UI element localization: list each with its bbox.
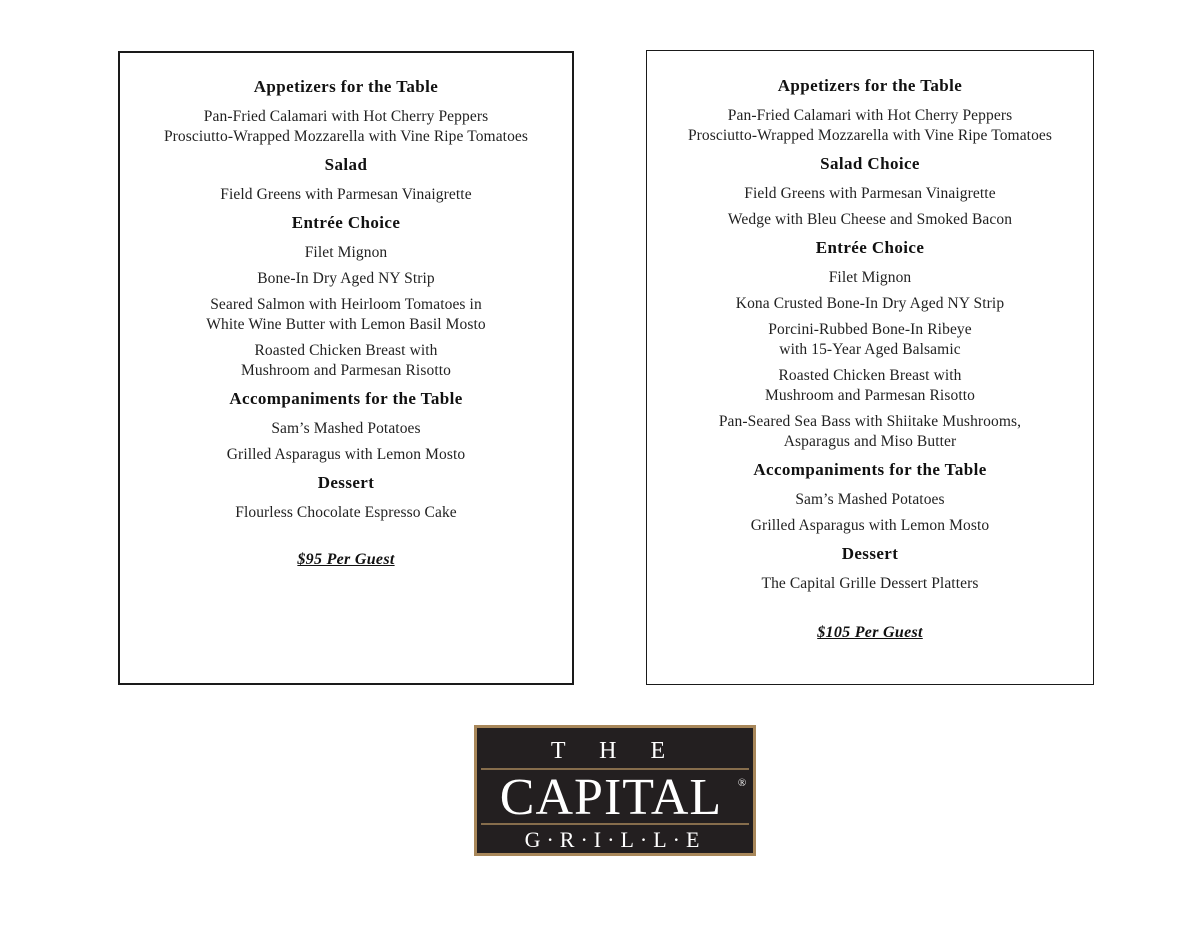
menu-item: Roasted Chicken Breast with Mushroom and Parmesan Risotto (241, 342, 451, 379)
menu-card-left (118, 51, 574, 685)
menu-item: Bone-In Dry Aged NY Strip (257, 270, 435, 287)
section-heading: Accompaniments for the Table (753, 460, 987, 479)
menu-item: Pan-Seared Sea Bass with Shiitake Mushrooms, Asparagus and Miso Butter (718, 413, 1022, 450)
menu-item: Roasted Chicken Breast with Mushroom and Parmesan Risotto (765, 367, 975, 404)
menu-section (120, 213, 572, 381)
logo-line-the: T H E (550, 738, 680, 764)
price-line (647, 622, 1093, 642)
menu-item: Kona Crusted Bone-In Dry Aged NY Strip (735, 295, 1005, 312)
capital-grille-logo (474, 725, 756, 856)
menu-item: Grilled Asparagus with Lemon Mosto (750, 517, 990, 534)
menu-item: Grilled Asparagus with Lemon Mosto (226, 446, 466, 463)
menu-item: Field Greens with Parmesan Vinaigrette (744, 185, 996, 202)
menu-item: Porcini-Rubbed Bone-In Ribeye with 15-Year Aged Balsamic (768, 321, 972, 358)
menu-section (647, 460, 1093, 536)
menu-section (647, 544, 1093, 594)
section-heading: Dessert (841, 544, 899, 563)
section-heading: Entrée Choice (291, 213, 401, 232)
menu-sections (120, 77, 572, 523)
section-heading: Accompaniments for the Table (229, 389, 463, 408)
section-heading: Appetizers for the Table (253, 77, 439, 96)
logo-line-capital: CAPITAL (499, 769, 723, 826)
section-heading: Salad (324, 155, 368, 174)
menu-item: Pan-Fried Calamari with Hot Cherry Peppers Prosciutto-Wrapped Mozzarella with Vine Ripe Tomatoes (163, 108, 529, 145)
logo-line-grille: G·R·I·L·L·E (524, 827, 706, 852)
menu-item: Pan-Fried Calamari with Hot Cherry Peppers Prosciutto-Wrapped Mozzarella with Vine Ripe Tomatoes (687, 107, 1053, 144)
menu-item: Filet Mignon (304, 244, 388, 261)
price-line (120, 549, 572, 569)
menu-item: Seared Salmon with Heirloom Tomatoes in White Wine Butter with Lemon Basil Mosto (206, 296, 486, 333)
price-label: $95 Per Guest (297, 551, 395, 568)
menu-item: Sam’s Mashed Potatoes (795, 491, 945, 508)
section-heading: Dessert (317, 473, 375, 492)
menu-section (647, 154, 1093, 230)
menu-item: Sam’s Mashed Potatoes (271, 420, 421, 437)
menu-item: Field Greens with Parmesan Vinaigrette (220, 186, 472, 203)
section-heading: Appetizers for the Table (777, 76, 963, 95)
menu-section (120, 77, 572, 147)
registered-mark: ® (737, 777, 747, 789)
menu-section (647, 76, 1093, 146)
menu-item: Filet Mignon (828, 269, 912, 286)
menu-section (120, 473, 572, 523)
price-label: $105 Per Guest (817, 624, 923, 641)
menu-section (647, 238, 1093, 452)
section-heading: Entrée Choice (815, 238, 925, 257)
menu-sections (647, 76, 1093, 594)
menu-section (120, 389, 572, 465)
section-heading: Salad Choice (820, 154, 920, 173)
menu-item: Flourless Chocolate Espresso Cake (235, 504, 457, 521)
menu-card-right (646, 50, 1094, 685)
menu-item: The Capital Grille Dessert Platters (761, 575, 979, 592)
menu-item: Wedge with Bleu Cheese and Smoked Bacon (727, 211, 1013, 228)
menu-section (120, 155, 572, 205)
